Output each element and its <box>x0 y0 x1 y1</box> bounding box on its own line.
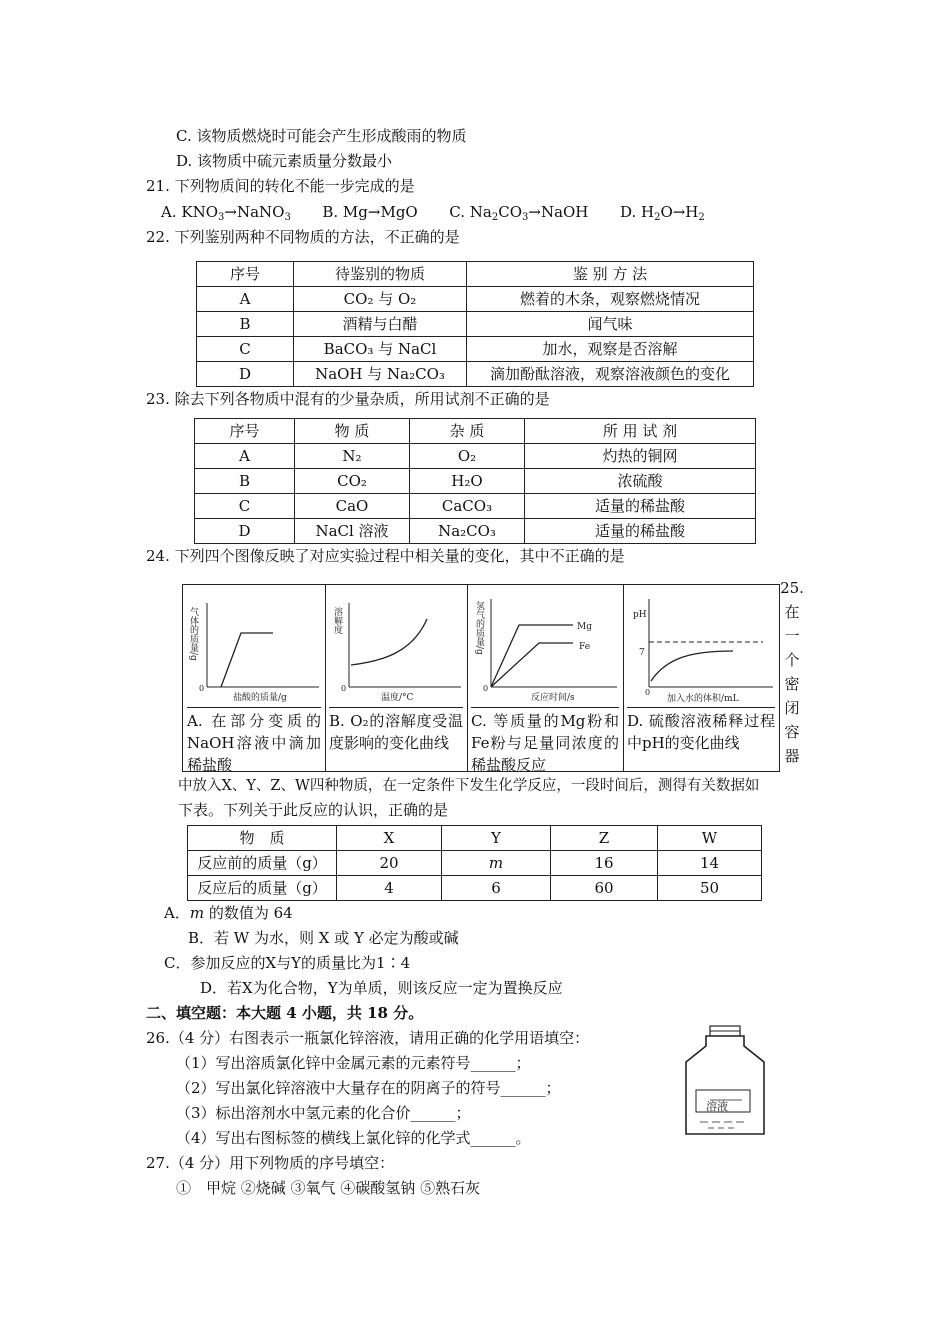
q27-items: ① 甲烷 ②烧碱 ③氧气 ④碳酸氢钠 ⑤熟石灰 <box>176 1179 481 1197</box>
cell: 4 <box>337 876 442 901</box>
cell: 适量的稀盐酸 <box>525 494 756 519</box>
cell: CaO <box>295 494 410 519</box>
cell: 适量的稀盐酸 <box>525 519 756 544</box>
cell: B <box>197 312 294 337</box>
x-axis-label: 加入水的体积/mL <box>667 694 739 704</box>
graph-b-caption: B. O₂的溶解度受温度影响的变化曲线 <box>329 707 463 754</box>
cell: 反应后的质量（g） <box>188 876 337 901</box>
q21-options <box>161 202 705 222</box>
graph-a <box>183 585 326 774</box>
q24-graph-panel <box>182 584 780 772</box>
graph-b-curve <box>351 619 427 665</box>
table-row <box>195 444 756 469</box>
q26-item-2: （2）写出氯化锌溶液中大量存在的阴离子的符号______； <box>176 1079 561 1097</box>
cell: 6 <box>442 876 551 901</box>
cell: A <box>195 444 295 469</box>
graph-d-caption: D. 硫酸溶液稀释过程中pH的变化曲线 <box>627 707 775 754</box>
header-cell: X <box>337 826 442 851</box>
graph-a-plot <box>183 585 325 707</box>
q25-char: 一 <box>784 627 800 645</box>
q21-option-a: A. $KNO_3\to NaNO_3$ <box>161 203 291 223</box>
ref-tick-label: 7 <box>639 648 645 658</box>
x-axis-label: 盐酸的质量/g <box>233 693 287 703</box>
cell: C <box>197 337 294 362</box>
reagent-bottle-illustration <box>680 1020 770 1140</box>
origin-label: 0 <box>341 684 347 693</box>
cell: N₂ <box>295 444 410 469</box>
q22-table <box>196 261 754 387</box>
q23-table <box>194 418 756 544</box>
graph-b <box>325 585 468 771</box>
q25-char: 密 <box>784 675 800 693</box>
header-cell: Y <box>442 826 551 851</box>
cell: 60 <box>551 876 658 901</box>
header-cell: 物 质 <box>295 419 410 444</box>
cell: NaOH 与 Na₂CO₃ <box>294 362 467 387</box>
header-cell: 序号 <box>195 419 295 444</box>
q25-option-c: C．参加反应的X与Y的质量比为1∶4 <box>164 954 411 972</box>
x-axis-label: 温度/°C <box>381 693 414 703</box>
table-row <box>197 362 754 387</box>
bottle-body <box>686 1036 764 1134</box>
q25-option-d: D．若X为化合物，Y为单质，则该反应一定为置换反应 <box>200 979 563 997</box>
section-2-heading: 二、填空题：本大题 4 小题，共 18 分。 <box>146 1004 424 1022</box>
graph-c-caption: C. 等质量的Mg粉和Fe粉与足量同浓度的稀盐酸反应 <box>471 707 619 776</box>
q25-vertical-text <box>780 576 804 768</box>
q25-char: 25. <box>780 579 804 597</box>
cell: CaCO₃ <box>410 494 525 519</box>
cell: 灼热的铜网 <box>525 444 756 469</box>
series-mg-line <box>491 625 573 687</box>
y-axis-label: pH <box>633 610 647 620</box>
graph-a-caption: A. 在部分变质的NaOH溶液中滴加稀盐酸 <box>187 707 321 776</box>
q21-option-d: D. $H_2O\to H_2$ <box>619 203 705 223</box>
table-row <box>197 287 754 312</box>
header-cell: 待鉴别的物质 <box>294 262 467 287</box>
q21-option-b: B. Mg→MgO <box>322 203 418 221</box>
q25-char: 在 <box>784 603 800 621</box>
table-row <box>188 876 762 901</box>
table-header-row <box>195 419 756 444</box>
table-header-row <box>188 826 762 851</box>
header-cell: 杂 质 <box>410 419 525 444</box>
table-row <box>195 469 756 494</box>
graph-d <box>623 585 779 771</box>
q26-item-3: （3）标出溶剂水中氢元素的化合价______； <box>176 1104 471 1122</box>
q20-option-c: C. 该物质燃烧时可能会产生形成酸雨的物质 <box>176 127 467 145</box>
header-cell: 所 用 试 剂 <box>525 419 756 444</box>
table-row <box>197 337 754 362</box>
q25-char: 闭 <box>784 699 800 717</box>
header-cell: Z <box>551 826 658 851</box>
graph-c-plot <box>467 585 623 707</box>
cell: A <box>197 287 294 312</box>
cell: 闻气味 <box>467 312 754 337</box>
q25-char: 个 <box>784 651 800 669</box>
cell: H₂O <box>410 469 525 494</box>
cell: B <box>195 469 295 494</box>
y-axis-label: 溶解度 <box>332 607 342 634</box>
cell: 20 <box>337 851 442 876</box>
cell: BaCO₃ 与 NaCl <box>294 337 467 362</box>
q21-option-c: C. $Na_2CO_3\to NaOH$ <box>449 203 589 223</box>
graph-d-plot <box>623 585 779 707</box>
q24-stem: 24. 下列四个图像反映了对应实验过程中相关量的变化，其中不正确的是 <box>146 547 625 565</box>
y-axis-label: 气体的质量/g <box>188 607 198 661</box>
origin-label: 0 <box>645 688 651 697</box>
series-fe-label: Fe <box>579 642 591 652</box>
q20-option-d: D. 该物质中硫元素质量分数最小 <box>176 152 393 170</box>
cell: D <box>195 519 295 544</box>
graph-b-plot <box>325 585 467 707</box>
q22-stem: 22. 下列鉴别两种不同物质的方法，不正确的是 <box>146 228 460 246</box>
table-row <box>195 494 756 519</box>
graph-d-curve <box>651 651 733 681</box>
q25-char: 容 <box>784 723 800 741</box>
table-row <box>195 519 756 544</box>
q25-option-b: B．若 W 为水，则 X 或 Y 必定为酸或碱 <box>188 929 459 947</box>
cell: Na₂CO₃ <box>410 519 525 544</box>
q26-item-4: （4）写出右图标签的横线上氯化锌的化学式______。 <box>176 1129 531 1147</box>
graph-c <box>467 585 624 774</box>
header-cell: 鉴 别 方 法 <box>467 262 754 287</box>
cell: CO₂ <box>295 469 410 494</box>
cell: O₂ <box>410 444 525 469</box>
table-row <box>188 851 762 876</box>
header-cell: W <box>658 826 762 851</box>
cell: 50 <box>658 876 762 901</box>
y-axis-label: 氢气的质量/g <box>474 601 484 655</box>
cell: m <box>442 851 551 876</box>
origin-label: 0 <box>199 684 205 693</box>
cell: 反应前的质量（g） <box>188 851 337 876</box>
graph-a-curve <box>221 633 273 687</box>
cell: NaCl 溶液 <box>295 519 410 544</box>
q25-stem-line1: 中放入X、Y、Z、W四种物质，在一定条件下发生化学反应，一段时间后，测得有关数据如 <box>178 778 760 794</box>
q27-stem: 27.（4 分）用下列物质的序号填空： <box>146 1154 395 1172</box>
q26-stem: 26.（4 分）右图表示一瓶氯化锌溶液，请用正确的化学用语填空： <box>146 1029 590 1047</box>
q26-item-1: （1）写出溶质氯化锌中金属元素的元素符号______； <box>176 1054 531 1072</box>
origin-label: 0 <box>483 684 489 693</box>
q23-stem: 23. 除去下列各物质中混有的少量杂质，所用试剂不正确的是 <box>146 390 550 408</box>
q25-option-a: A．m 的数值为 64 <box>164 904 293 922</box>
cell: 滴加酚酞溶液，观察溶液颜色的变化 <box>467 362 754 387</box>
cell: 酒精与白醋 <box>294 312 467 337</box>
header-cell: 物 质 <box>188 826 337 851</box>
series-mg-label: Mg <box>577 622 592 632</box>
x-axis-label: 反应时间/s <box>531 693 575 703</box>
cell: D <box>197 362 294 387</box>
table-header-row <box>197 262 754 287</box>
cell: 加水，观察是否溶解 <box>467 337 754 362</box>
cell: 16 <box>551 851 658 876</box>
q25-table <box>187 825 762 901</box>
q21-stem: 21. 下列物质间的转化不能一步完成的是 <box>146 177 415 195</box>
cell: 浓硫酸 <box>525 469 756 494</box>
q25-stem-line2: 下表。下列关于此反应的认识，正确的是 <box>178 801 449 819</box>
bottle-label-text: 溶液 <box>706 1100 728 1113</box>
cell: CO₂ 与 O₂ <box>294 287 467 312</box>
table-row <box>197 312 754 337</box>
cell: 燃着的木条，观察燃烧情况 <box>467 287 754 312</box>
cell: 14 <box>658 851 762 876</box>
q25-char: 器 <box>784 747 800 765</box>
header-cell: 序号 <box>197 262 294 287</box>
series-fe-line <box>491 643 573 687</box>
cell: C <box>195 494 295 519</box>
